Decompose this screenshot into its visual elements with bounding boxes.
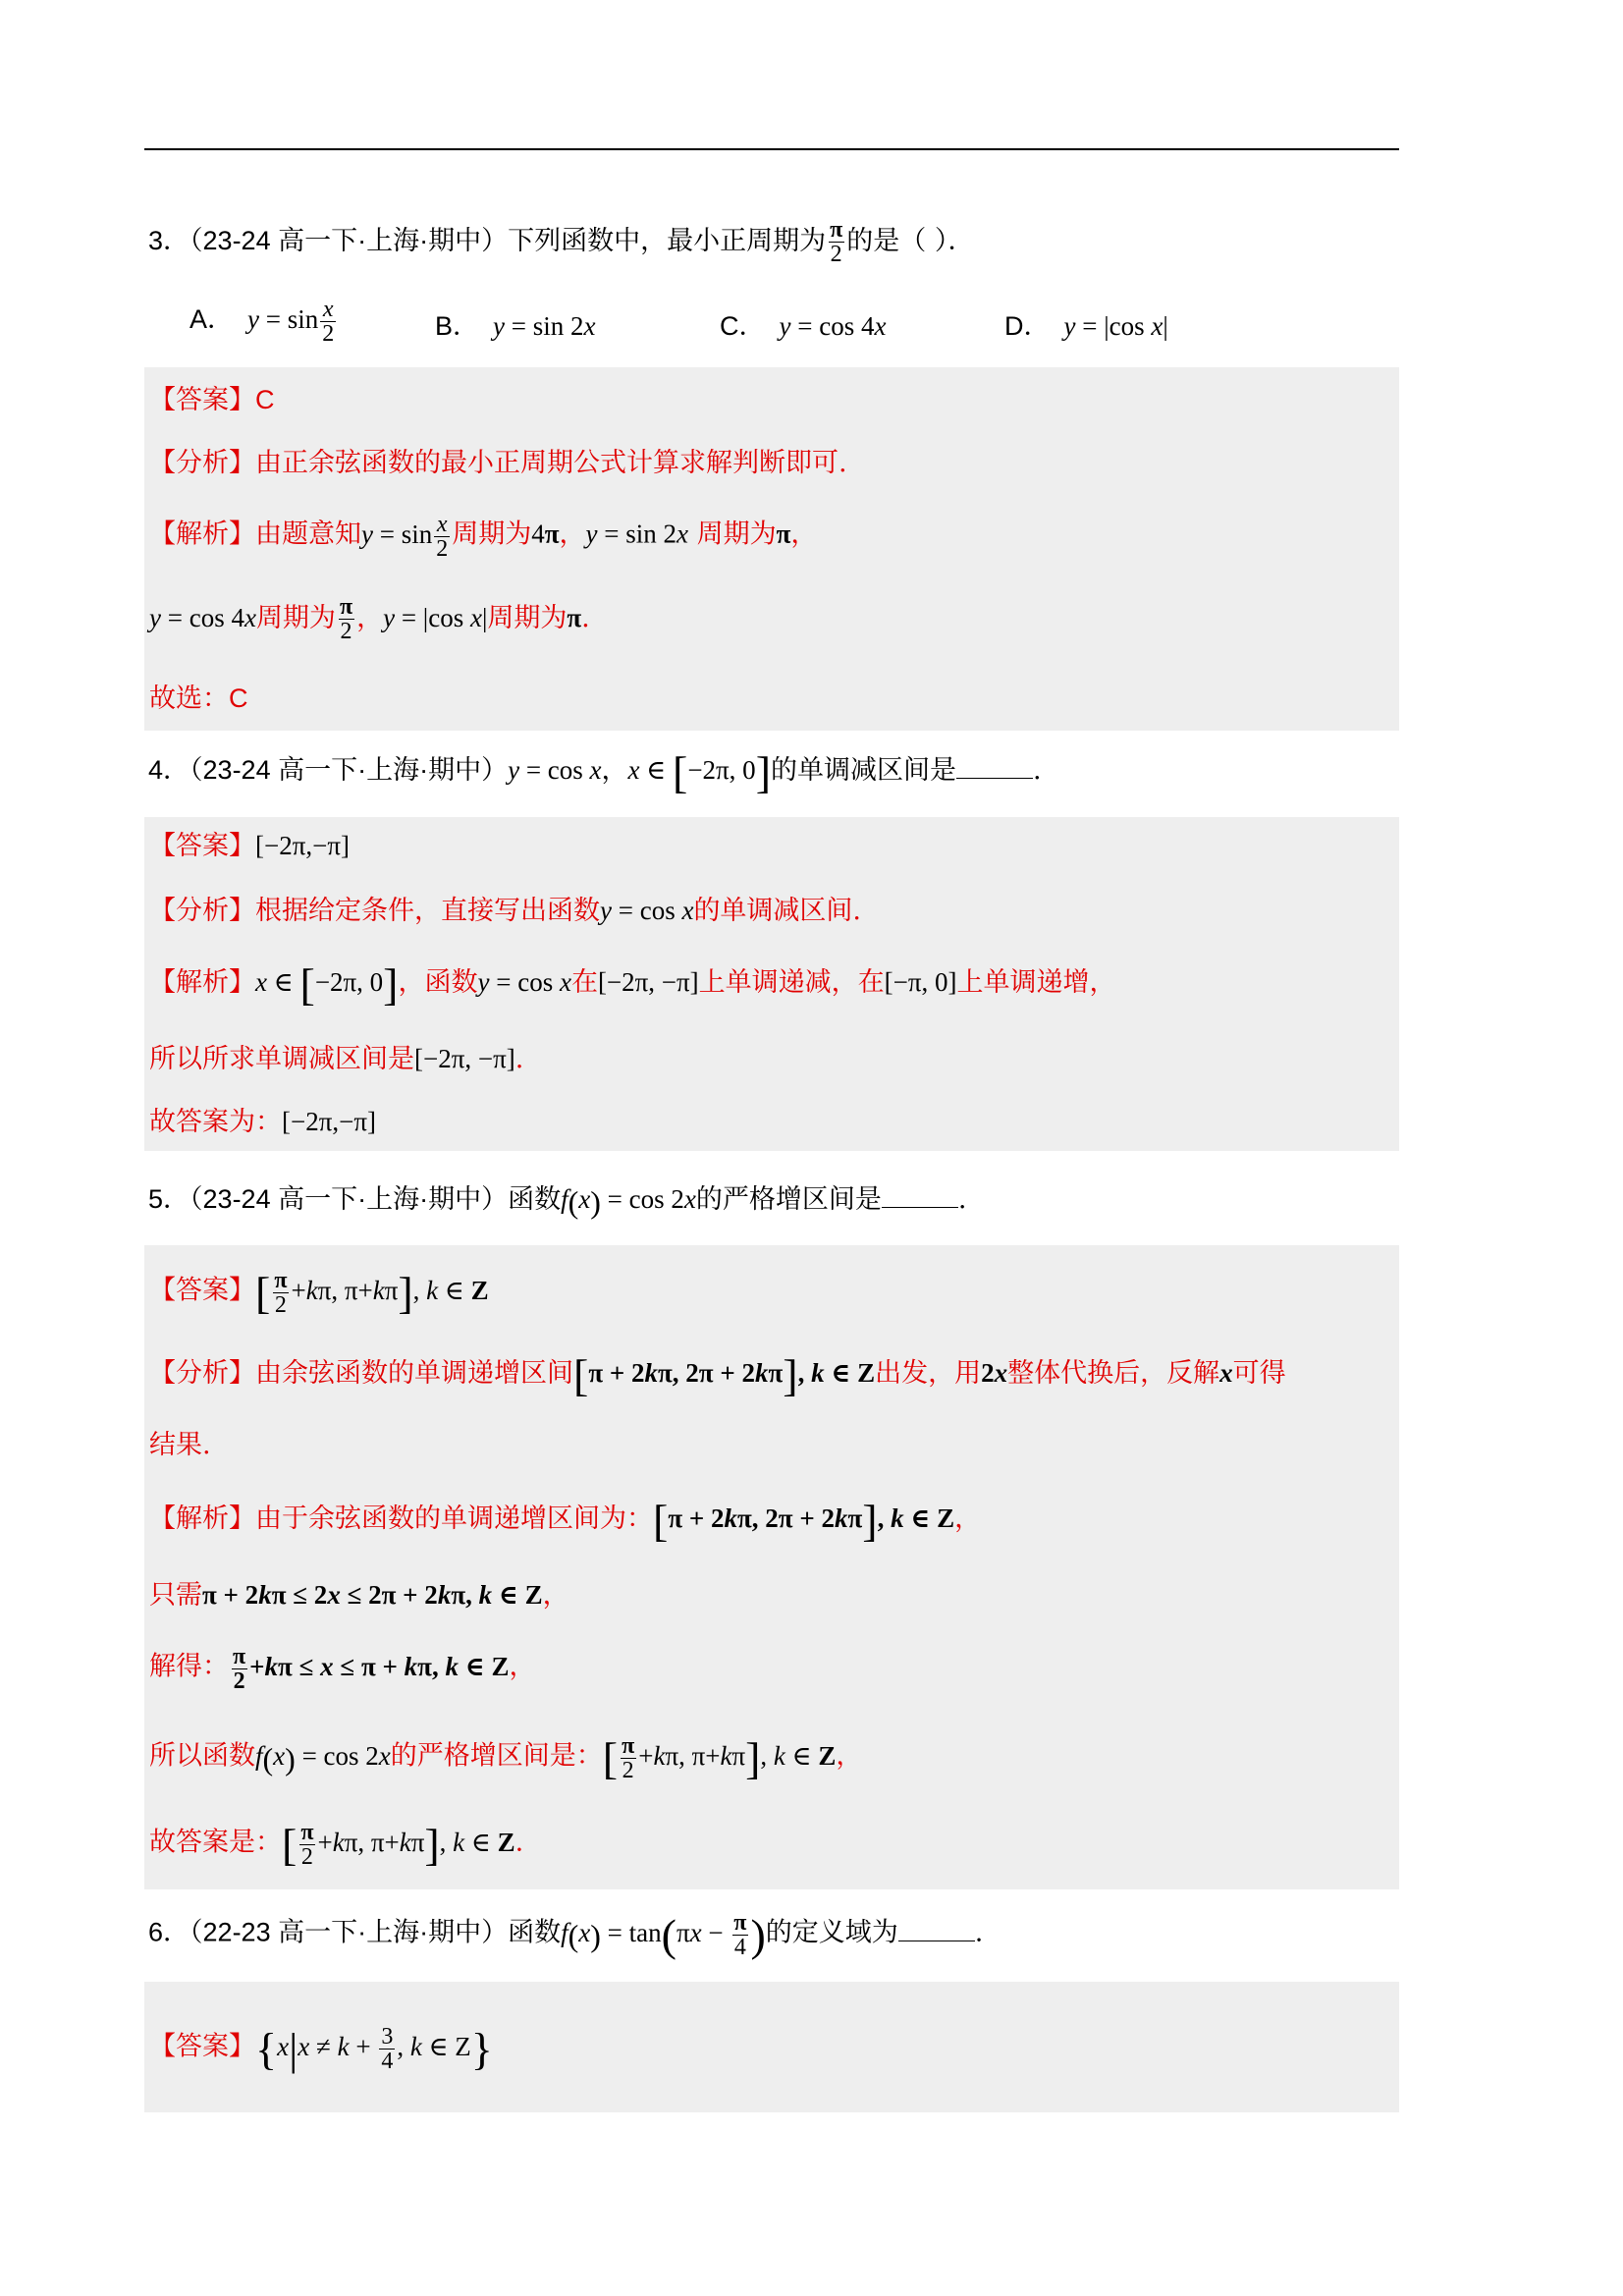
fraction-pi-over-2: $\frac{\pi}{2}$ — [830, 217, 843, 267]
option-c[interactable]: C． y = cos 4x — [720, 311, 887, 341]
option-d[interactable]: D． y = |cos x| — [1004, 311, 1168, 341]
solution-line-1: 【解析】由于余弦函数的单调递增区间为：[π + 2kπ, 2π + 2kπ], k ∈ Z， — [149, 1496, 982, 1546]
question-source: （23-24 高一下·上海·期中） — [189, 226, 509, 255]
solution-line-2: 只需π + 2kπ ≤ 2x ≤ 2π + 2kπ, k ∈ Z， — [149, 1580, 569, 1611]
header-rule — [144, 148, 1399, 150]
answer-line: 【答案】{x|x ≠ k + $\frac{3}{4}$ , k ∈ Z} — [149, 2023, 493, 2074]
conclusion-line: 故答案是：[ $\frac{\pi}{2}$ +kπ, π+kπ], k ∈ Z. — [149, 1819, 524, 1870]
question-6-stem: 6．（22-23 高一下·上海·期中）函数f(x) = tan(πx − $\frac{\pi}{4}$ )的定义域为 . — [148, 1909, 984, 1960]
question-3-stem — [148, 218, 974, 266]
solution-line-1: 【解析】x ∈ [−2π, 0]，函数y = cos x在[−2π, −π]上单调递减，在[−π, 0]上单调递增， — [149, 959, 1116, 1010]
question-number: 3． — [148, 226, 190, 255]
conclusion-line: 故选：C — [149, 683, 248, 714]
answer-line: 【答案】[−2π,−π] — [149, 831, 350, 861]
question-text: 下列函数中，最小正周期为 — [508, 226, 827, 256]
conclusion-line: 故答案为：[−2π,−π] — [149, 1107, 376, 1137]
q3-solution-box — [144, 367, 1399, 731]
analysis-line: 【分析】由正余弦函数的最小正周期公式计算求解判断即可. — [149, 448, 847, 478]
answer-blank — [898, 1917, 975, 1941]
question-5-stem: 5．（23-24 高一下·上海·期中）函数f(x) = cos 2x的严格增区间是 . — [148, 1183, 967, 1220]
answer-line: 【答案】C — [149, 385, 275, 415]
q5-solution-box — [144, 1245, 1399, 1889]
answer-blank — [956, 754, 1033, 779]
analysis-line: 【分析】由余弦函数的单调递增区间[π + 2kπ, 2π + 2kπ], k ∈ Z出发，用2x整体代换后，反解x可得 — [149, 1350, 1286, 1400]
solution-line-2: y = cos 4x周期为 $\frac{\pi}{2}$ ，y = |cos x|周期为π. — [149, 594, 590, 644]
option-a[interactable]: A． y = sin $\frac{x}{2}$ — [189, 297, 335, 348]
option-b[interactable]: B． y = sin 2x — [435, 311, 596, 341]
q6-solution-box — [144, 1982, 1399, 2112]
solution-line-4: 所以函数f(x) = cos 2x的严格增区间是：[ $\frac{\pi}{2}$ +kπ, π+kπ], k ∈ Z， — [149, 1732, 863, 1783]
question-text-tail: 的是（ ）． — [846, 226, 975, 256]
solution-line-2: 所以所求单调减区间是[−2π, −π]. — [149, 1044, 524, 1074]
solution-line-3: 解得： $\frac{\pi}{2}$ +kπ ≤ x ≤ π + kπ, k ∈ Z， — [149, 1644, 536, 1694]
answer-blank — [882, 1183, 958, 1208]
solution-line-1: 【解析】由题意知y = sin $\frac{x}{2}$ 周期为4π，y = sin 2x 周期为π， — [149, 512, 818, 562]
q4-solution-box — [144, 817, 1399, 1151]
answer-line: 【答案】[ $\frac{\pi}{2}$ +kπ, π+kπ], k ∈ Z — [149, 1267, 489, 1318]
analysis-line-2: 结果. — [149, 1430, 211, 1460]
question-4-stem: 4．（23-24 高一下·上海·期中）y = cos x，x ∈ [−2π, 0]的单调减区间是 . — [148, 747, 1042, 797]
analysis-line: 【分析】根据给定条件，直接写出函数y = cos x的单调减区间. — [149, 896, 862, 926]
